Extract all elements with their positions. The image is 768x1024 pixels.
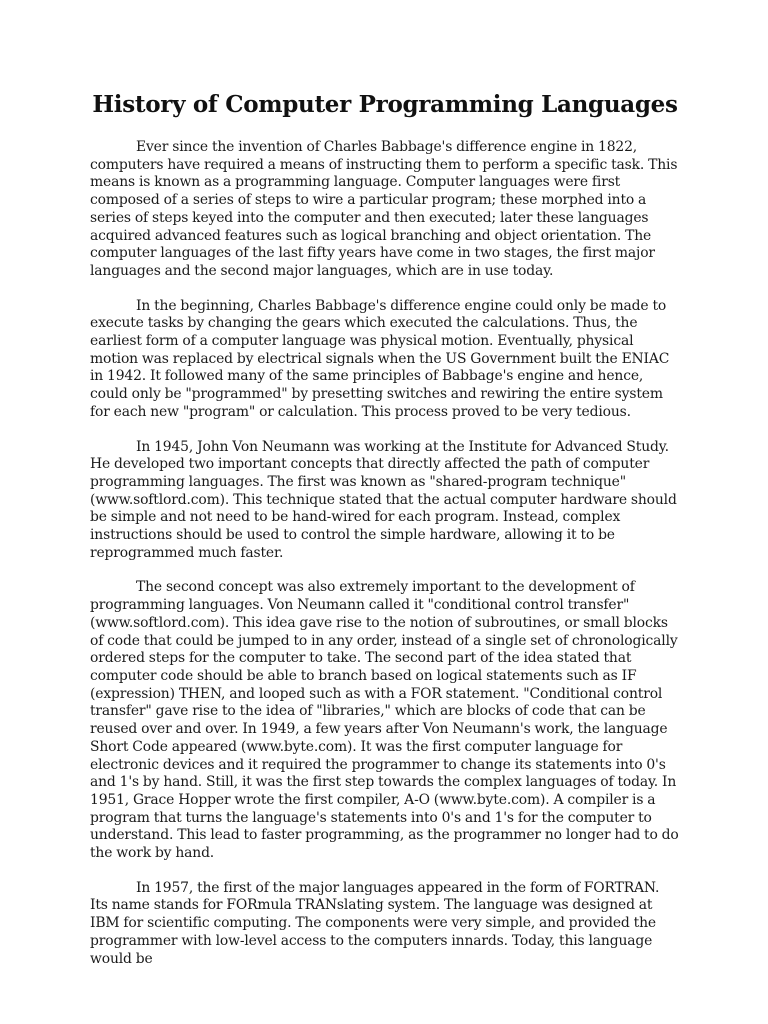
document-page [90, 90, 680, 985]
paragraph-2: In the beginning, Charles Babbage's difference engine could only be made to execute tasks by changing the gears which executed the calculations. Thus, the earliest form of a computer language was physical motion. Eventually, physical motion was replaced by electrical signals when the US Government built the ENIAC in 1942. It followed many of the same principles of Babbage's engine and hence, could only be "programmed" by presetting switches and rewiring the entire system for each new "program" or calculation. This process proved to be very tedious. [90, 297, 670, 420]
paragraph-3: In 1945, John Von Neumann was working at the Institute for Advanced Study. He developed two important concepts that directly affected the path of computer programming languages. The first was known as "shared-program technique" (www.softlord.com). This technique stated that the actual computer hardware should be simple and not need to be hand-wired for each program. Instead, complex instructions should be used to control the simple hardware, allowing it to be reprogrammed much faster. [90, 438, 677, 561]
paragraph-1: Ever since the invention of Charles Babbage's difference engine in 1822, computers have required a means of instructing them to perform a specific task. This means is known as a programming language. Computer languages were first composed of a series of steps to wire a particular program; these morphed into a series of steps keyed into the computer and then executed; later these languages acquired advanced features such as logical branching and object orientation. The computer languages of the last fifty years have come in two stages, the first major languages and the second major languages, which are in use today. [90, 139, 678, 279]
document-title: History of Computer Programming Languages [92, 91, 678, 118]
paragraph-4: The second concept was also extremely important to the development of programming languages. Von Neumann called it "conditional control transfer" (www.softlord.com). This idea gave rise to the notion of subroutines, or small blocks of code that could be jumped to in any order, instead of a single set of chronologically ordered steps for the computer to take. The second part of the idea stated that computer code should be able to branch based on logical statements such as IF (expression) THEN, and looped such as with a FOR statement. "Conditional control transfer" gave rise to the idea of "libraries," which are blocks of code that can be reused over and over. In 1949, a few years after Von Neumann's work, the language Short Code appeared (www.byte.com). It was the first computer language for electronic devices and it required the programmer to change its statements into 0's and 1's by hand. Still, it was the first step towards the complex languages of today. In 1951, Grace Hopper wrote the first compiler, A-O (www.byte.com). A compiler is a program that turns the language's statements into 0's and 1's for the computer to understand. This lead to faster programming, as the programmer no longer had to do the work by hand. [90, 579, 679, 862]
paragraph-5: In 1957, the first of the major languages appeared in the form of FORTRAN. Its name stands for FORmula TRANslating system. The language was designed at IBM for scientific computing. The components were very simple, and provided the programmer with low-level access to the computers innards. Today, this language would be [90, 879, 660, 967]
